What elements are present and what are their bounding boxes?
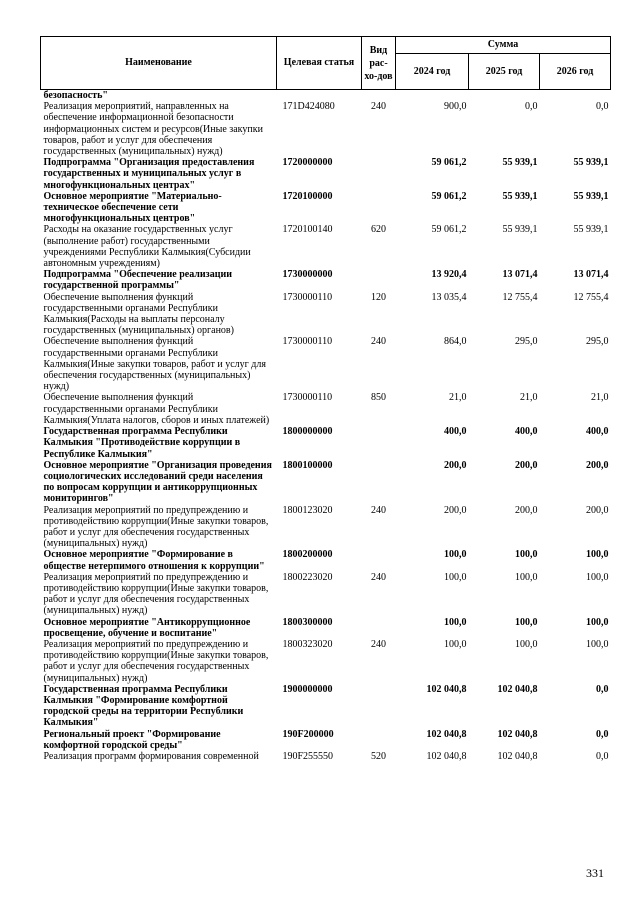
table-body	[41, 90, 611, 763]
row-sum-2025: 21,0	[520, 392, 538, 404]
table-row	[41, 269, 611, 291]
row-sum-2026: 200,0	[586, 504, 609, 516]
row-sum-2026: 13 071,4	[573, 269, 609, 281]
row-sum-2024: 102 040,8	[426, 750, 467, 762]
row-name: Реализация мероприятий по предупреждению и противодействию коррупции(Иные закупки товаров, работ и услуг для обеспечения государственных (муниципальных) нужд)	[43, 571, 269, 617]
page-number: 331	[586, 866, 604, 880]
header-year-2024: 2024 год	[396, 54, 469, 90]
row-target-article: 1800300000	[282, 616, 333, 628]
row-sum-2024: 102 040,8	[426, 728, 467, 740]
table-row	[41, 90, 611, 102]
row-name: Расходы на оказание государственных услуг (выполнение работ) государственными учреждениями Республики Калмыкия(Субсидии автономным учреждениям)	[43, 224, 251, 270]
row-target-article: 190F255550	[282, 750, 334, 762]
row-name: Основное мероприятие "Организация проведения социологических исследований среди населения по вопросам коррупции и антикоррупционных мониторингов"	[43, 459, 272, 505]
row-name: Подпрограмма "Обеспечение реализации государственной программы"	[43, 269, 232, 292]
table-row	[41, 505, 611, 550]
row-expense-type	[362, 684, 396, 729]
row-target-article: 1800223020	[282, 571, 333, 583]
table-row	[41, 191, 611, 225]
row-sum-2025: 0,0	[525, 101, 538, 113]
row-expense-type: 620	[371, 224, 386, 236]
row-sum-2025: 55 939,1	[502, 157, 538, 169]
row-name: безопасность"	[43, 90, 108, 101]
row-target-article: 1800323020	[282, 638, 333, 650]
row-sum-2025: 100,0	[515, 638, 538, 650]
row-target-article: 1800123020	[282, 504, 333, 516]
row-sum-2025: 102 040,8	[497, 750, 538, 762]
row-sum-2025: 55 939,1	[502, 224, 538, 236]
row-sum-2024: 21,0	[449, 392, 467, 404]
row-target-article	[277, 90, 362, 102]
row-sum-2026: 21,0	[591, 392, 609, 404]
row-sum-2025: 100,0	[515, 549, 538, 561]
row-expense-type: 520	[371, 750, 386, 762]
row-name: Обеспечение выполнения функций государственными органами Республики Калмыкия(Уплата налогов, сборов и иных платежей)	[43, 392, 270, 426]
row-sum-2026: 55 939,1	[573, 190, 609, 202]
table-row	[41, 751, 611, 762]
row-sum-2024: 100,0	[444, 616, 467, 628]
row-sum-2024	[396, 90, 469, 102]
table-row	[41, 157, 611, 191]
row-sum-2026: 55 939,1	[573, 224, 609, 236]
row-expense-type: 240	[371, 336, 386, 348]
row-sum-2025: 12 755,4	[502, 291, 538, 303]
row-sum-2026: 0,0	[596, 101, 609, 113]
row-target-article: 190F200000	[282, 728, 334, 740]
row-sum-2024: 59 061,2	[431, 224, 467, 236]
row-sum-2024: 102 040,8	[426, 683, 467, 695]
row-target-article: 1800100000	[282, 459, 333, 471]
table-row	[41, 426, 611, 460]
table-row	[41, 336, 611, 392]
row-name: Основное мероприятие "Антикоррупционное просвещение, обучение и воспитание"	[43, 616, 251, 639]
row-target-article: 171D424080	[282, 101, 335, 113]
row-sum-2026: 200,0	[586, 459, 609, 471]
row-expense-type	[362, 426, 396, 460]
row-expense-type	[362, 269, 396, 291]
table-row	[41, 224, 611, 269]
row-name: Реализация мероприятий по предупреждению и противодействию коррупции(Иные закупки товаров, работ и услуг для обеспечения государственных (муниципальных) нужд)	[43, 504, 269, 550]
row-sum-2024: 100,0	[444, 638, 467, 650]
row-sum-2025: 295,0	[515, 336, 538, 348]
row-sum-2026: 0,0	[596, 728, 609, 740]
table-row	[41, 460, 611, 505]
row-sum-2025: 102 040,8	[497, 728, 538, 740]
header-year-2026: 2026 год	[540, 54, 611, 90]
table-header	[41, 37, 611, 90]
row-sum-2025: 102 040,8	[497, 683, 538, 695]
row-target-article: 1720100140	[282, 224, 333, 236]
row-sum-2026: 295,0	[586, 336, 609, 348]
row-sum-2025: 400,0	[515, 426, 538, 438]
row-name: Реализация мероприятий, направленных на обеспечение информационной безопасности информационных систем и ресурсов(Иные закупки товаров, работ и услуг для обеспечения государственных (муниципальных) нужд)	[43, 101, 263, 158]
row-name: Реализация мероприятий по предупреждению и противодействию коррупции(Иные закупки товаров, работ и услуг для обеспечения государственных (муниципальных) нужд)	[43, 638, 269, 684]
table-row	[41, 617, 611, 639]
row-sum-2026: 0,0	[596, 683, 609, 695]
row-expense-type: 240	[371, 571, 386, 583]
row-name: Государственная программа Республики Калмыкия "Противодействие коррупции в Республике Калмыкия"	[43, 426, 241, 460]
row-sum-2025: 100,0	[515, 571, 538, 583]
row-expense-type	[362, 549, 396, 571]
row-name: Обеспечение выполнения функций государственными органами Республики Калмыкия(Расходы на выплаты персоналу государственных (муниципальных) органов)	[43, 291, 234, 337]
row-expense-type: 240	[371, 638, 386, 650]
row-name: Основное мероприятие "Материально-техническое обеспечение сети многофункциональных центров"	[43, 190, 222, 225]
header-target-article: Целевая статья	[277, 37, 362, 90]
row-target-article: 1730000110	[282, 392, 333, 404]
row-sum-2025: 13 071,4	[502, 269, 538, 281]
row-sum-2026: 100,0	[586, 616, 609, 628]
row-name: Обеспечение выполнения функций государственными органами Республики Калмыкия(Иные закупки товаров, работ и услуг для обеспечения государственных (муниципальных) нужд)	[43, 336, 266, 393]
budget-table	[40, 36, 611, 762]
row-sum-2025: 55 939,1	[502, 190, 538, 202]
row-sum-2024: 900,0	[444, 101, 467, 113]
row-sum-2024: 59 061,2	[431, 157, 467, 169]
row-expense-type	[362, 460, 396, 505]
table-row	[41, 639, 611, 684]
header-year-2025: 2025 год	[469, 54, 540, 90]
row-target-article: 1730000000	[282, 269, 333, 281]
row-sum-2024: 100,0	[444, 571, 467, 583]
budget-document-page	[40, 36, 610, 762]
row-sum-2024: 200,0	[444, 459, 467, 471]
row-target-article: 1800000000	[282, 426, 333, 438]
row-expense-type	[362, 191, 396, 225]
table-row	[41, 292, 611, 337]
row-target-article: 1900000000	[282, 683, 333, 695]
table-row	[41, 392, 611, 426]
row-sum-2024: 200,0	[444, 504, 467, 516]
row-sum-2026: 100,0	[586, 549, 609, 561]
row-name: Региональный проект "Формирование комфортной городской среды"	[43, 728, 221, 751]
row-sum-2026: 12 755,4	[573, 291, 609, 303]
row-sum-2024: 13 035,4	[431, 291, 467, 303]
row-sum-2024: 400,0	[444, 426, 467, 438]
row-target-article: 1730000110	[282, 291, 333, 303]
row-name: Подпрограмма "Организация предоставления государственных и муниципальных услуг в многофункциональных центрах"	[43, 157, 255, 191]
header-sum: Сумма	[396, 37, 611, 54]
row-sum-2024: 864,0	[444, 336, 467, 348]
row-sum-2025: 200,0	[515, 459, 538, 471]
table-row	[41, 729, 611, 751]
row-sum-2026: 55 939,1	[573, 157, 609, 169]
table-row	[41, 101, 611, 157]
header-name: Наименование	[41, 37, 277, 90]
row-expense-type	[362, 729, 396, 751]
row-expense-type	[362, 617, 396, 639]
row-expense-type: 240	[371, 504, 386, 516]
row-target-article: 1800200000	[282, 549, 333, 561]
row-sum-2024: 100,0	[444, 549, 467, 561]
row-sum-2024: 13 920,4	[431, 269, 467, 281]
table-row	[41, 572, 611, 617]
row-name: Государственная программа Республики Калмыкия "Формирование комфортной городской среды на территории Республики Калмыкия"	[43, 683, 244, 729]
row-name: Реализация программ формирования современной	[43, 750, 259, 762]
row-sum-2026: 100,0	[586, 571, 609, 583]
row-sum-2026: 100,0	[586, 638, 609, 650]
row-expense-type	[362, 90, 396, 102]
row-sum-2025: 200,0	[515, 504, 538, 516]
row-expense-type: 240	[371, 101, 386, 113]
row-sum-2026: 0,0	[596, 750, 609, 762]
row-target-article: 1730000110	[282, 336, 333, 348]
row-sum-2025: 100,0	[515, 616, 538, 628]
row-expense-type: 120	[371, 291, 386, 303]
table-row	[41, 684, 611, 729]
row-sum-2026: 400,0	[586, 426, 609, 438]
row-target-article: 1720000000	[282, 157, 333, 169]
row-sum-2025	[469, 90, 540, 102]
row-expense-type	[362, 157, 396, 191]
row-name: Основное мероприятие "Формирование в обществе нетерпимого отношения к коррупции"	[43, 549, 265, 572]
row-sum-2026	[540, 90, 611, 102]
row-sum-2024: 59 061,2	[431, 190, 467, 202]
header-expense-type: Вид рас-хо-дов	[362, 37, 396, 90]
row-target-article: 1720100000	[282, 190, 333, 202]
row-expense-type: 850	[371, 392, 386, 404]
table-row	[41, 549, 611, 571]
